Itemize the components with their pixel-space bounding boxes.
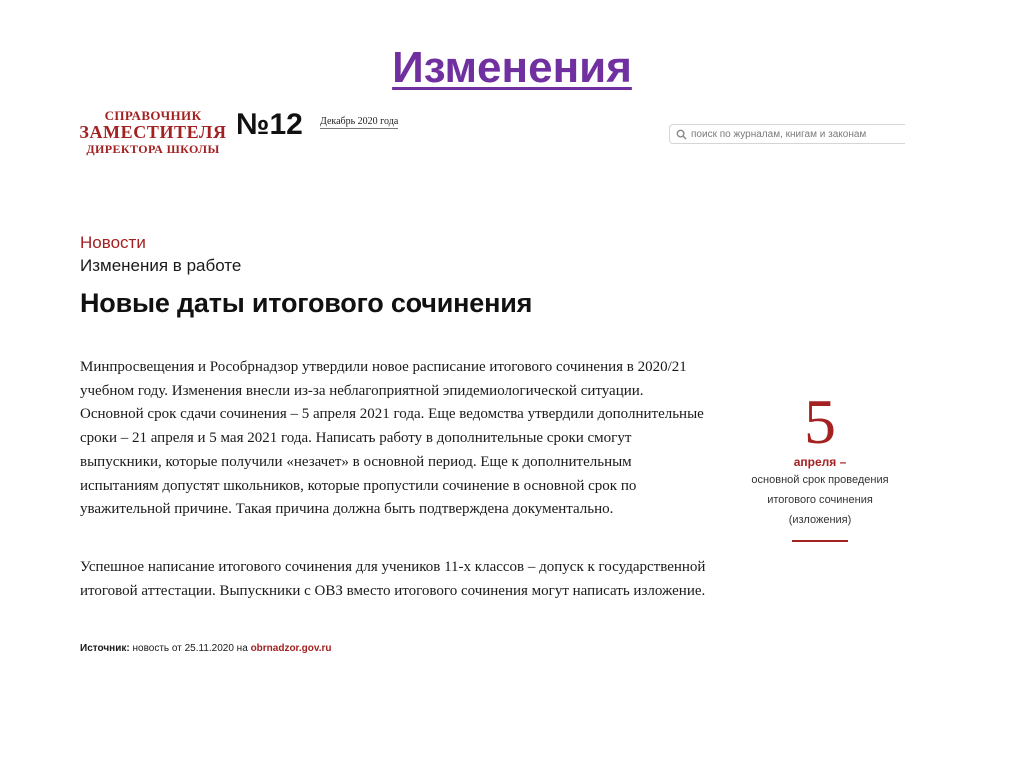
article-source bbox=[80, 643, 332, 654]
subrubric-link[interactable]: Изменения в работе bbox=[80, 256, 242, 275]
search-box[interactable] bbox=[669, 124, 905, 144]
article-headline: Новые даты итогового сочинения bbox=[80, 288, 533, 318]
source-text: новость от 25.11.2020 на bbox=[132, 643, 248, 654]
logo-line-2: ЗАМЕСТИТЕЛЯ bbox=[79, 122, 227, 142]
logo-line-1: СПРАВОЧНИК bbox=[104, 108, 202, 123]
article-paragraph-2: Успешное написание итогового сочинения для учеников 11-х классов – допуск к государственной итоговой аттестации. Выпускники с ОВЗ вместо итогового сочинения могут написать изложение. bbox=[80, 559, 706, 599]
source-link[interactable]: obrnadzor.gov.ru bbox=[250, 643, 332, 654]
slide-title-text: Изменения bbox=[392, 43, 632, 92]
key-date-number: 5 bbox=[804, 386, 836, 457]
search-input[interactable] bbox=[691, 129, 891, 140]
key-date-desc-1: основной срок проведения bbox=[751, 474, 889, 486]
slide-title bbox=[0, 38, 1024, 98]
key-date-desc-2: итогового сочинения bbox=[767, 494, 873, 506]
rubric-link[interactable]: Новости bbox=[80, 233, 146, 252]
callout-divider bbox=[792, 540, 848, 542]
key-date-month: апреля – bbox=[793, 455, 847, 469]
search-icon bbox=[676, 129, 687, 140]
logo-line-3: ДИРЕКТОРА ШКОЛЫ bbox=[86, 142, 220, 156]
key-date-desc-3: (изложения) bbox=[788, 514, 852, 526]
article-paragraph-1: Минпросвещения и Рособрнадзор утвердили новое расписание итогового сочинения в 2020/21 учебном году. Изменения внесли из-за неблагоприятной эпидемиологической ситуации. Основной срок сдачи сочинения – 5 апреля 2021 года. Еще ведомства утвердили дополнительные сроки – 21 апреля и 5 мая 2021 года. Написать работу в дополнительные сроки смогут выпускники, которые получили «незачет» в основной период. Еще к дополнительным испытаниям допустят школьников, которые пропустили сочинение в основной срок по уважительной причине. Такая причина должна быть подтверждена документально. bbox=[80, 359, 704, 518]
issue-date-link[interactable]: Декабрь 2020 года bbox=[320, 116, 399, 127]
source-label: Источник: bbox=[80, 643, 130, 654]
issue-number: №12 bbox=[236, 108, 303, 141]
key-date-callout bbox=[740, 386, 900, 542]
journal-logo[interactable] bbox=[78, 108, 228, 156]
